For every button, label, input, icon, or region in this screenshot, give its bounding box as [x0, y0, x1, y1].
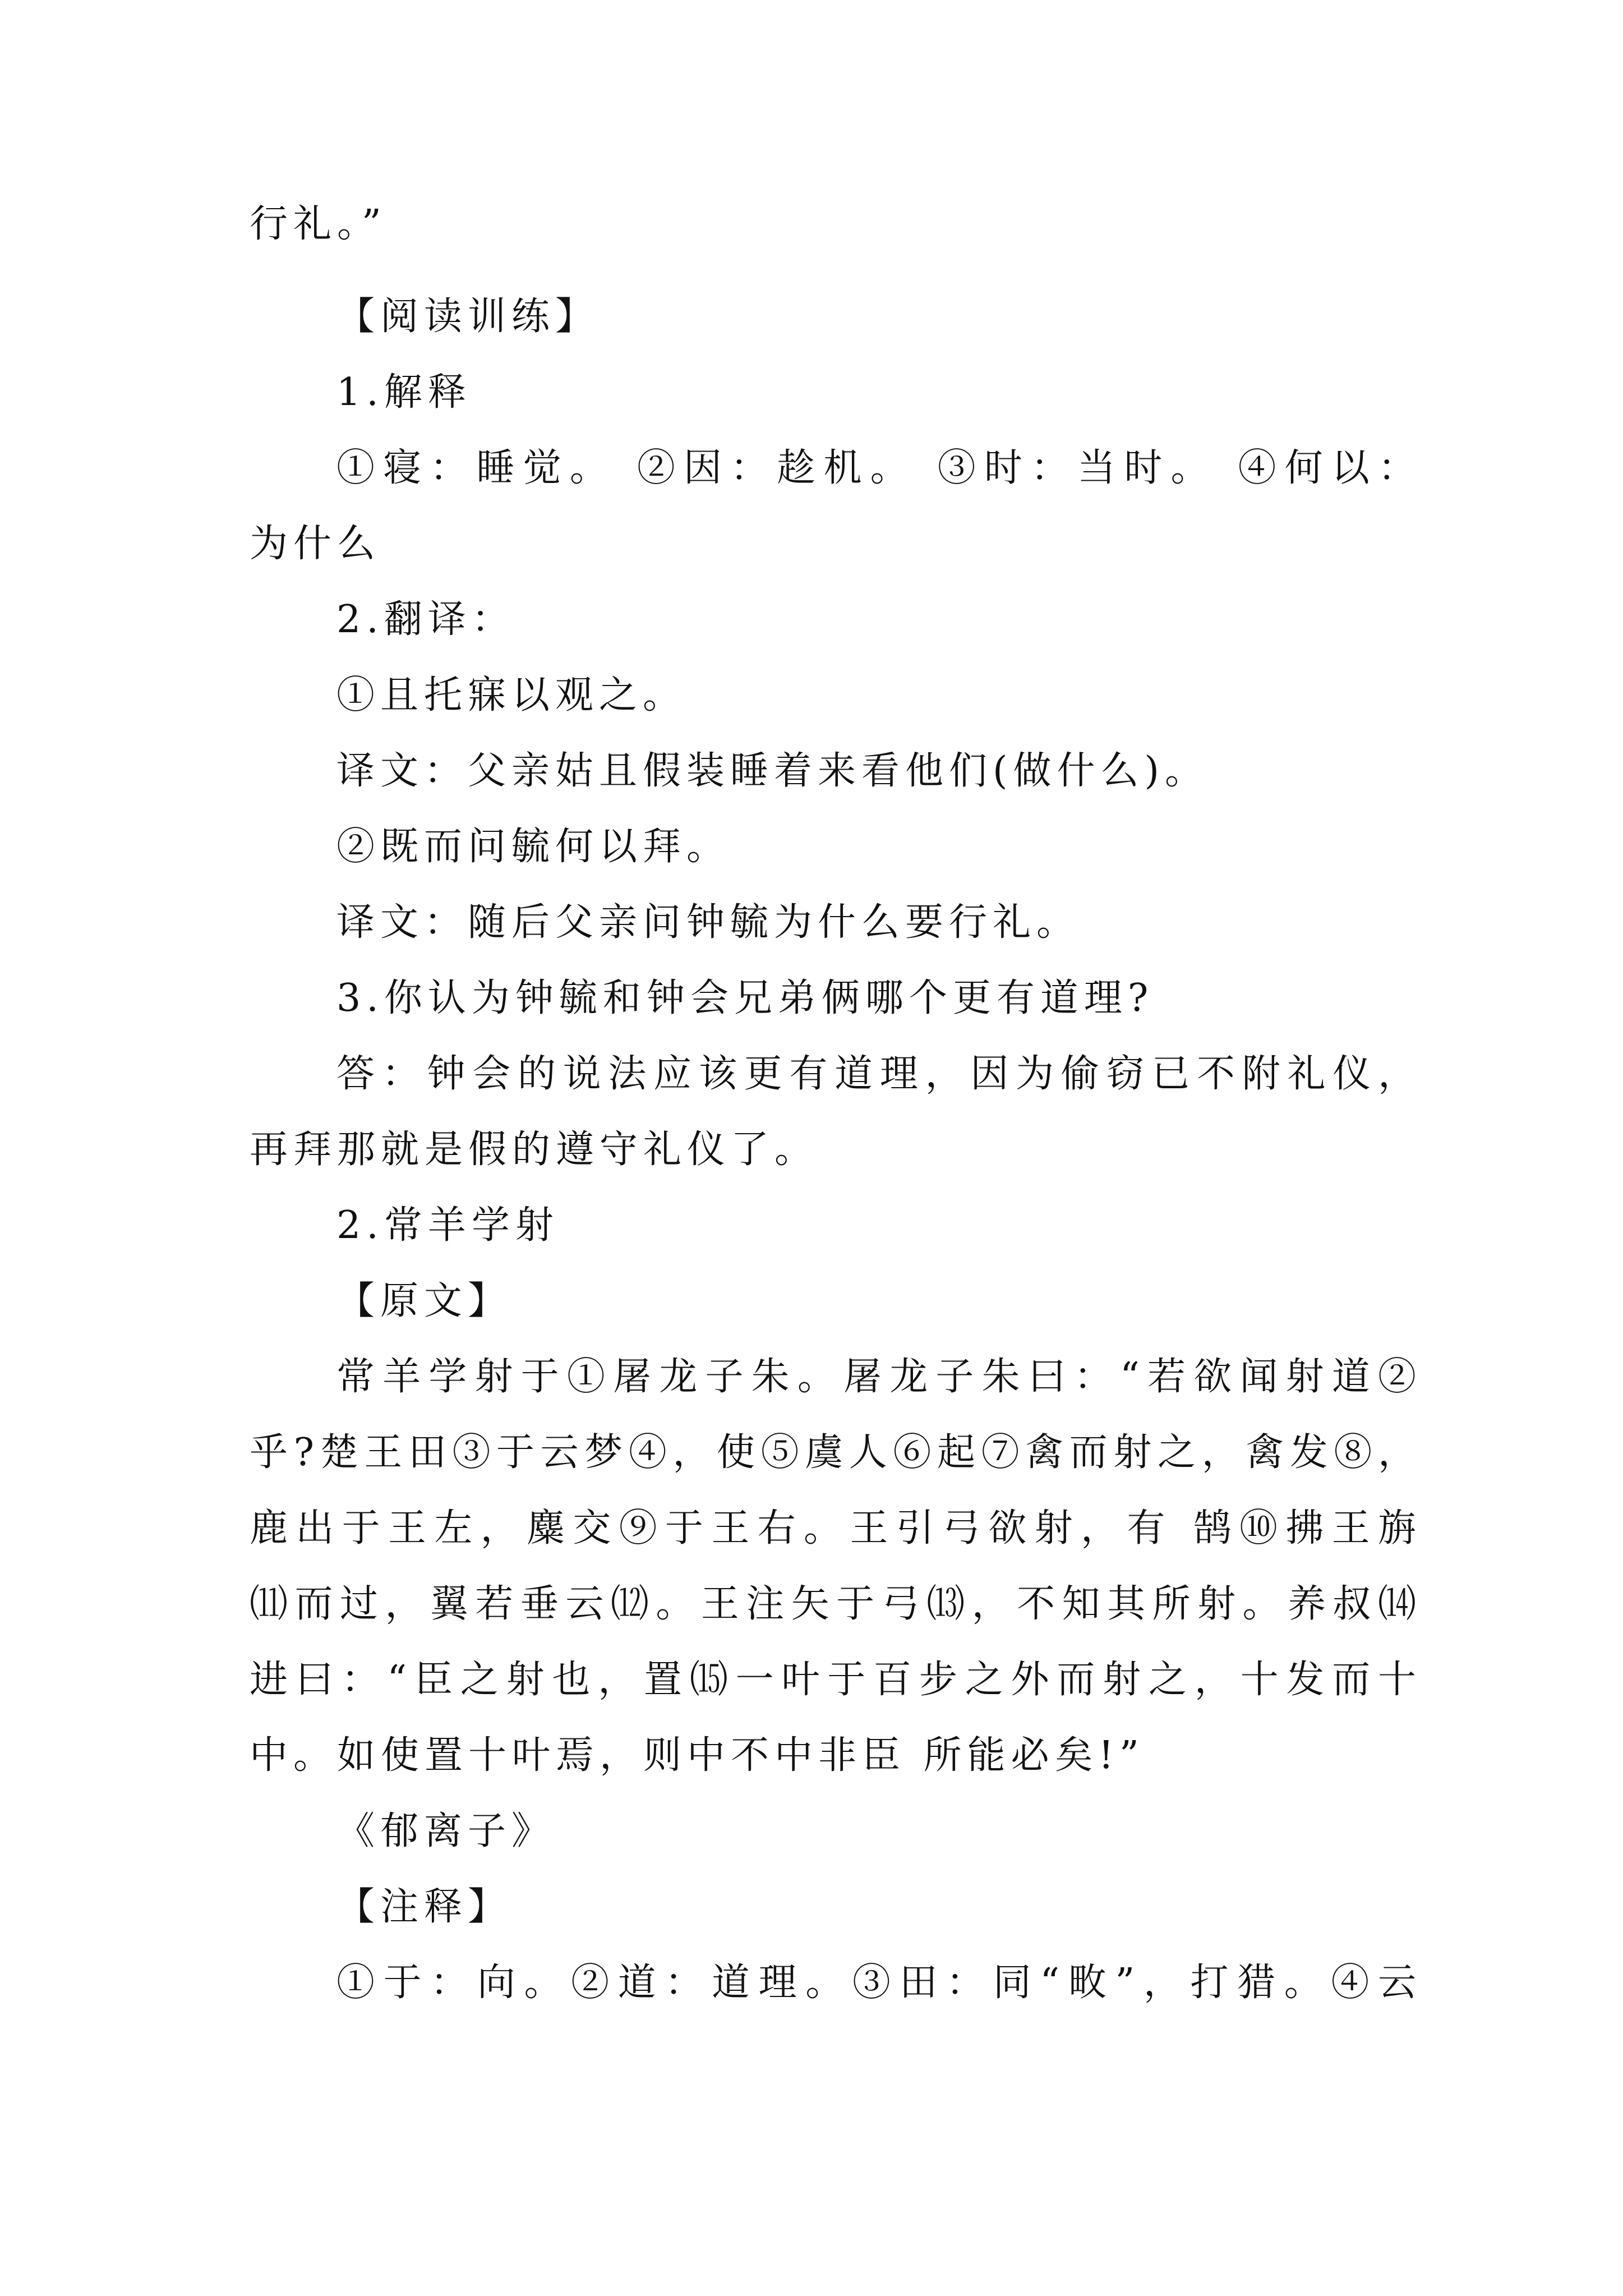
- text-line: ②既而问毓何以拜。: [336, 825, 731, 869]
- source-citation: 《郁离子》: [336, 1809, 556, 1853]
- text-line: 译文：随后父亲问钟毓为什么要行礼。: [336, 900, 1081, 945]
- text-line: 行礼。”: [250, 202, 387, 246]
- text-line: 译文：父亲姑且假装睡着来看他们(做什么)。: [336, 749, 1209, 793]
- text-line: ⑾而过，翼若垂云⑿。王注矢于弓⒀，不知其所射。养叔⒁: [250, 1582, 1416, 1626]
- text-line: 常羊学射于①屠龙子朱。屠龙子朱曰：“若欲闻射道②: [336, 1355, 1416, 1399]
- section-heading: 【原文】: [336, 1279, 512, 1323]
- text-line: ①寝：睡觉。 ②因：趁机。 ③时：当时。 ④何以：: [336, 446, 1416, 490]
- section-heading: 【阅读训练】: [336, 295, 600, 339]
- text-line: 乎?楚王田③于云梦④，使⑤虞人⑥起⑦禽而射之，禽发⑧，: [250, 1430, 1416, 1475]
- text-line: 进曰：“臣之射也，置⒂一叶于百步之外而射之，十发而十: [250, 1658, 1416, 1702]
- text-line: 答：钟会的说法应该更有道理，因为偷窃已不附礼仪，: [336, 1052, 1416, 1096]
- section-heading: 2.常羊学射: [336, 1203, 559, 1248]
- text-line: 3.你认为钟毓和钟会兄弟俩哪个更有道理?: [336, 976, 1154, 1020]
- text-line: 2.翻译：: [336, 597, 515, 642]
- text-line: 1.解释: [336, 370, 472, 415]
- text-line: ①且托寐以观之。: [336, 673, 687, 717]
- section-heading: 【注释】: [336, 1885, 512, 1929]
- text-line: 再拜那就是假的遵守礼仪了。: [250, 1128, 819, 1172]
- text-line: 中。如使置十叶焉，则中不中非臣 所能必矣!”: [250, 1733, 1145, 1778]
- text-line: 鹿出于王左，麋交⑨于王右。王引弓欲射，有 鹄⑩拂王旃: [250, 1506, 1416, 1550]
- text-line: ①于：向。②道：道理。③田：同“畋”，打猎。④云: [336, 1961, 1416, 2005]
- text-line: 为什么: [250, 522, 381, 566]
